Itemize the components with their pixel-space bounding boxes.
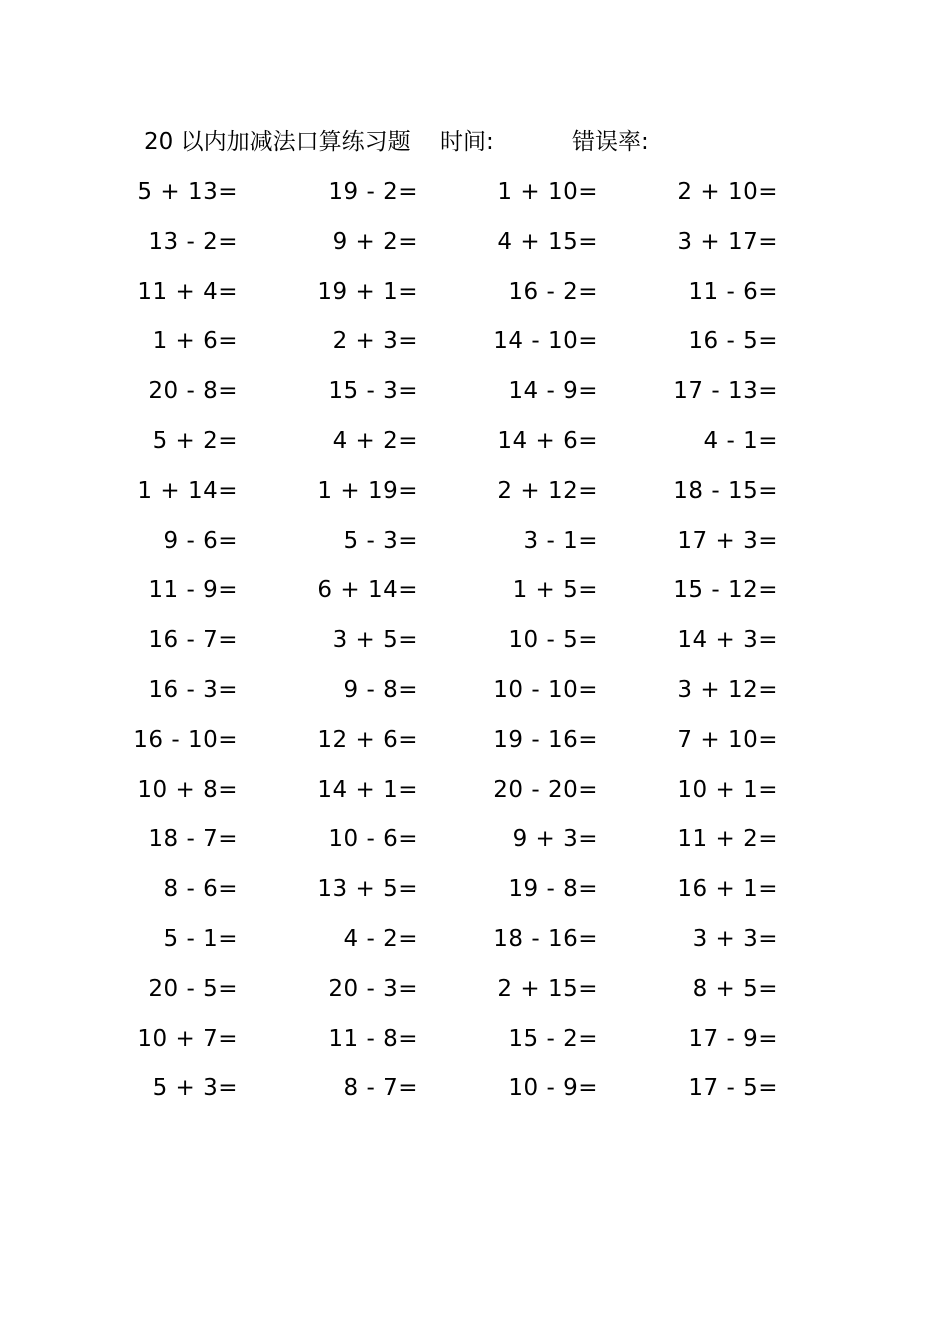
problem-item: 14 - 10= <box>493 328 598 355</box>
problem-item: 17 - 13= <box>673 378 778 405</box>
problem-row <box>0 919 950 969</box>
problem-row <box>0 1019 950 1069</box>
worksheet-title: 20 以内加减法口算练习题 <box>144 129 411 155</box>
problem-item: 19 - 16= <box>493 726 598 753</box>
problem-item: 19 - 2= <box>328 179 418 205</box>
problem-row <box>0 172 950 222</box>
problem-row <box>0 819 950 869</box>
problem-item: 18 - 7= <box>148 826 238 853</box>
problem-item: 18 - 15= <box>673 477 778 504</box>
problem-row <box>0 521 950 571</box>
problem-item: 1 + 19= <box>317 477 418 504</box>
problem-item: 5 + 13= <box>137 179 238 205</box>
problem-item: 12 + 6= <box>317 726 418 753</box>
problem-item: 3 - 1= <box>523 527 598 554</box>
problem-item: 16 - 3= <box>148 676 238 703</box>
problem-item: 13 + 5= <box>317 876 418 903</box>
problem-item: 15 - 12= <box>673 577 778 604</box>
problem-item: 17 + 3= <box>677 527 778 554</box>
problem-item: 11 - 8= <box>328 1025 418 1052</box>
problem-row <box>0 272 950 322</box>
problem-row <box>0 421 950 471</box>
problem-item: 16 + 1= <box>677 876 778 903</box>
problem-item: 10 - 9= <box>508 1075 598 1102</box>
problem-item: 10 + 1= <box>677 776 778 803</box>
problem-item: 9 + 2= <box>332 228 418 255</box>
problem-item: 8 - 6= <box>163 876 238 903</box>
problem-item: 3 + 17= <box>677 228 778 255</box>
problem-item: 11 + 4= <box>137 278 238 305</box>
problem-item: 15 - 2= <box>508 1025 598 1052</box>
problem-item: 18 - 16= <box>493 925 598 952</box>
problem-item: 16 - 5= <box>688 328 778 355</box>
problem-item: 10 - 10= <box>493 676 598 703</box>
problem-item: 7 + 10= <box>677 726 778 753</box>
problem-row <box>0 969 950 1019</box>
problem-row <box>0 620 950 670</box>
problem-item: 14 - 9= <box>508 378 598 405</box>
problem-item: 10 + 8= <box>137 776 238 803</box>
problem-item: 2 + 10= <box>677 179 778 205</box>
problem-item: 6 + 14= <box>317 577 418 604</box>
problem-grid <box>0 172 950 1118</box>
problem-row <box>0 570 950 620</box>
problem-item: 9 - 6= <box>163 527 238 554</box>
problem-item: 14 + 6= <box>497 427 598 454</box>
problem-item: 4 + 15= <box>497 228 598 255</box>
problem-item: 20 - 8= <box>148 378 238 405</box>
problem-item: 11 + 2= <box>677 826 778 853</box>
problem-item: 5 - 3= <box>343 527 418 554</box>
problem-item: 15 - 3= <box>328 378 418 405</box>
problem-row <box>0 770 950 820</box>
problem-item: 10 - 5= <box>508 627 598 654</box>
problem-item: 19 - 8= <box>508 876 598 903</box>
problem-item: 4 - 2= <box>343 925 418 952</box>
problem-item: 1 + 5= <box>512 577 598 604</box>
problem-row <box>0 869 950 919</box>
problem-item: 11 - 9= <box>148 577 238 604</box>
problem-item: 17 - 9= <box>688 1025 778 1052</box>
problem-row <box>0 321 950 371</box>
problem-item: 3 + 5= <box>332 627 418 654</box>
problem-item: 9 - 8= <box>343 676 418 703</box>
problem-item: 1 + 14= <box>137 477 238 504</box>
problem-item: 4 + 2= <box>332 427 418 454</box>
problem-item: 3 + 3= <box>692 925 778 952</box>
problem-item: 20 - 20= <box>493 776 598 803</box>
problem-item: 2 + 15= <box>497 975 598 1002</box>
time-label: 时间: <box>440 129 494 155</box>
problem-item: 2 + 3= <box>332 328 418 355</box>
problem-item: 2 + 12= <box>497 477 598 504</box>
problem-item: 5 + 3= <box>152 1075 238 1102</box>
problem-row <box>0 471 950 521</box>
problem-item: 16 - 7= <box>148 627 238 654</box>
problem-item: 17 - 5= <box>688 1075 778 1102</box>
problem-item: 14 + 3= <box>677 627 778 654</box>
problem-item: 16 - 10= <box>133 726 238 753</box>
problem-item: 11 - 6= <box>688 278 778 305</box>
problem-row <box>0 222 950 272</box>
problem-row <box>0 720 950 770</box>
problem-item: 8 + 5= <box>692 975 778 1002</box>
problem-item: 8 - 7= <box>343 1075 418 1102</box>
problem-row <box>0 1068 950 1118</box>
problem-item: 1 + 6= <box>152 328 238 355</box>
problem-item: 20 - 3= <box>328 975 418 1002</box>
problem-item: 9 + 3= <box>512 826 598 853</box>
problem-item: 19 + 1= <box>317 278 418 305</box>
problem-item: 14 + 1= <box>317 776 418 803</box>
problem-item: 4 - 1= <box>703 427 778 454</box>
problem-item: 20 - 5= <box>148 975 238 1002</box>
problem-item: 13 - 2= <box>148 228 238 255</box>
problem-item: 10 - 6= <box>328 826 418 853</box>
problem-item: 5 + 2= <box>152 427 238 454</box>
problem-item: 1 + 10= <box>497 179 598 205</box>
problem-item: 10 + 7= <box>137 1025 238 1052</box>
error-rate-label: 错误率: <box>572 129 649 155</box>
problem-row <box>0 670 950 720</box>
problem-item: 5 - 1= <box>163 925 238 952</box>
problem-item: 16 - 2= <box>508 278 598 305</box>
problem-row <box>0 371 950 421</box>
problem-item: 3 + 12= <box>677 676 778 703</box>
